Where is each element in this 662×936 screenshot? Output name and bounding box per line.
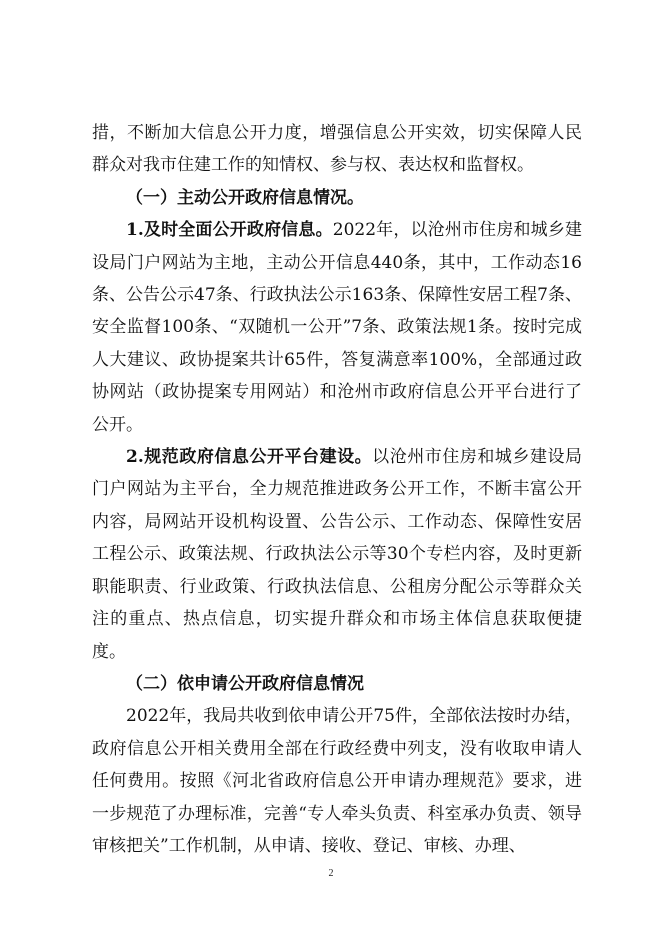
paragraph-timely-disclosure	[92, 214, 582, 441]
paragraph-lead: 1.及时全面公开政府信息。	[126, 220, 333, 241]
page-number: 2	[328, 868, 334, 879]
section-heading-proactive-disclosure: （一）主动公开政府信息情况。	[126, 187, 364, 208]
paragraph-text: 以沧州市住房和城乡建设局门户网站为主平台，全力规范推进政务公开工作，不断丰富公开内容，局网站开设机构设置、公告公示、工作动态、保障性安居工程公示、政策法规、行政执法公示等30个专栏内容，及时更新职能职责、行业政策、行政执法信息、公租房分配公示等群众关注的重点、热点信息，切实提升群众和市场主体信息获取便捷度。	[92, 447, 583, 662]
paragraph-text: 2022年，以沧州市住房和城乡建设局门户网站为主地，主动公开信息440条，其中，工作动态16条、公告公示47条、行政执法公示163条、保障性安居工程7条、安全监督100条、“双随机一公开”7条、政策法规1条。按时完成人大建议、政协提案共计65件，答复满意率100%，全部通过政协网站（政协提案专用网站）和沧州市政府信息公开平台进行了公开。	[92, 220, 583, 435]
document-body	[92, 117, 582, 862]
section-heading-request-disclosure: （二）依申请公开政府信息情况	[126, 673, 364, 694]
paragraph-continuation	[92, 117, 582, 182]
paragraph-platform-construction	[92, 441, 582, 668]
paragraph-text: 2022年，我局共收到依申请公开75件，全部依法按时办结，政府信息公开相关费用全部在行政经费中列支，没有收取申请人任何费用。按照《河北省政府信息公开申请办理规范》要求，进一步规范了办理标准，完善“专人牵头负责、科室承办负责、领导审核把关”工作机制，从申请、接收、登记、审核、办理、	[92, 706, 582, 856]
paragraph-lead: 2.规范政府信息公开平台建设。	[126, 447, 373, 468]
paragraph-request-handling	[92, 700, 582, 862]
paragraph-text: 措，不断加大信息公开力度，增强信息公开实效，切实保障人民群众对我市住建工作的知情权、参与权、表达权和监督权。	[92, 123, 582, 176]
